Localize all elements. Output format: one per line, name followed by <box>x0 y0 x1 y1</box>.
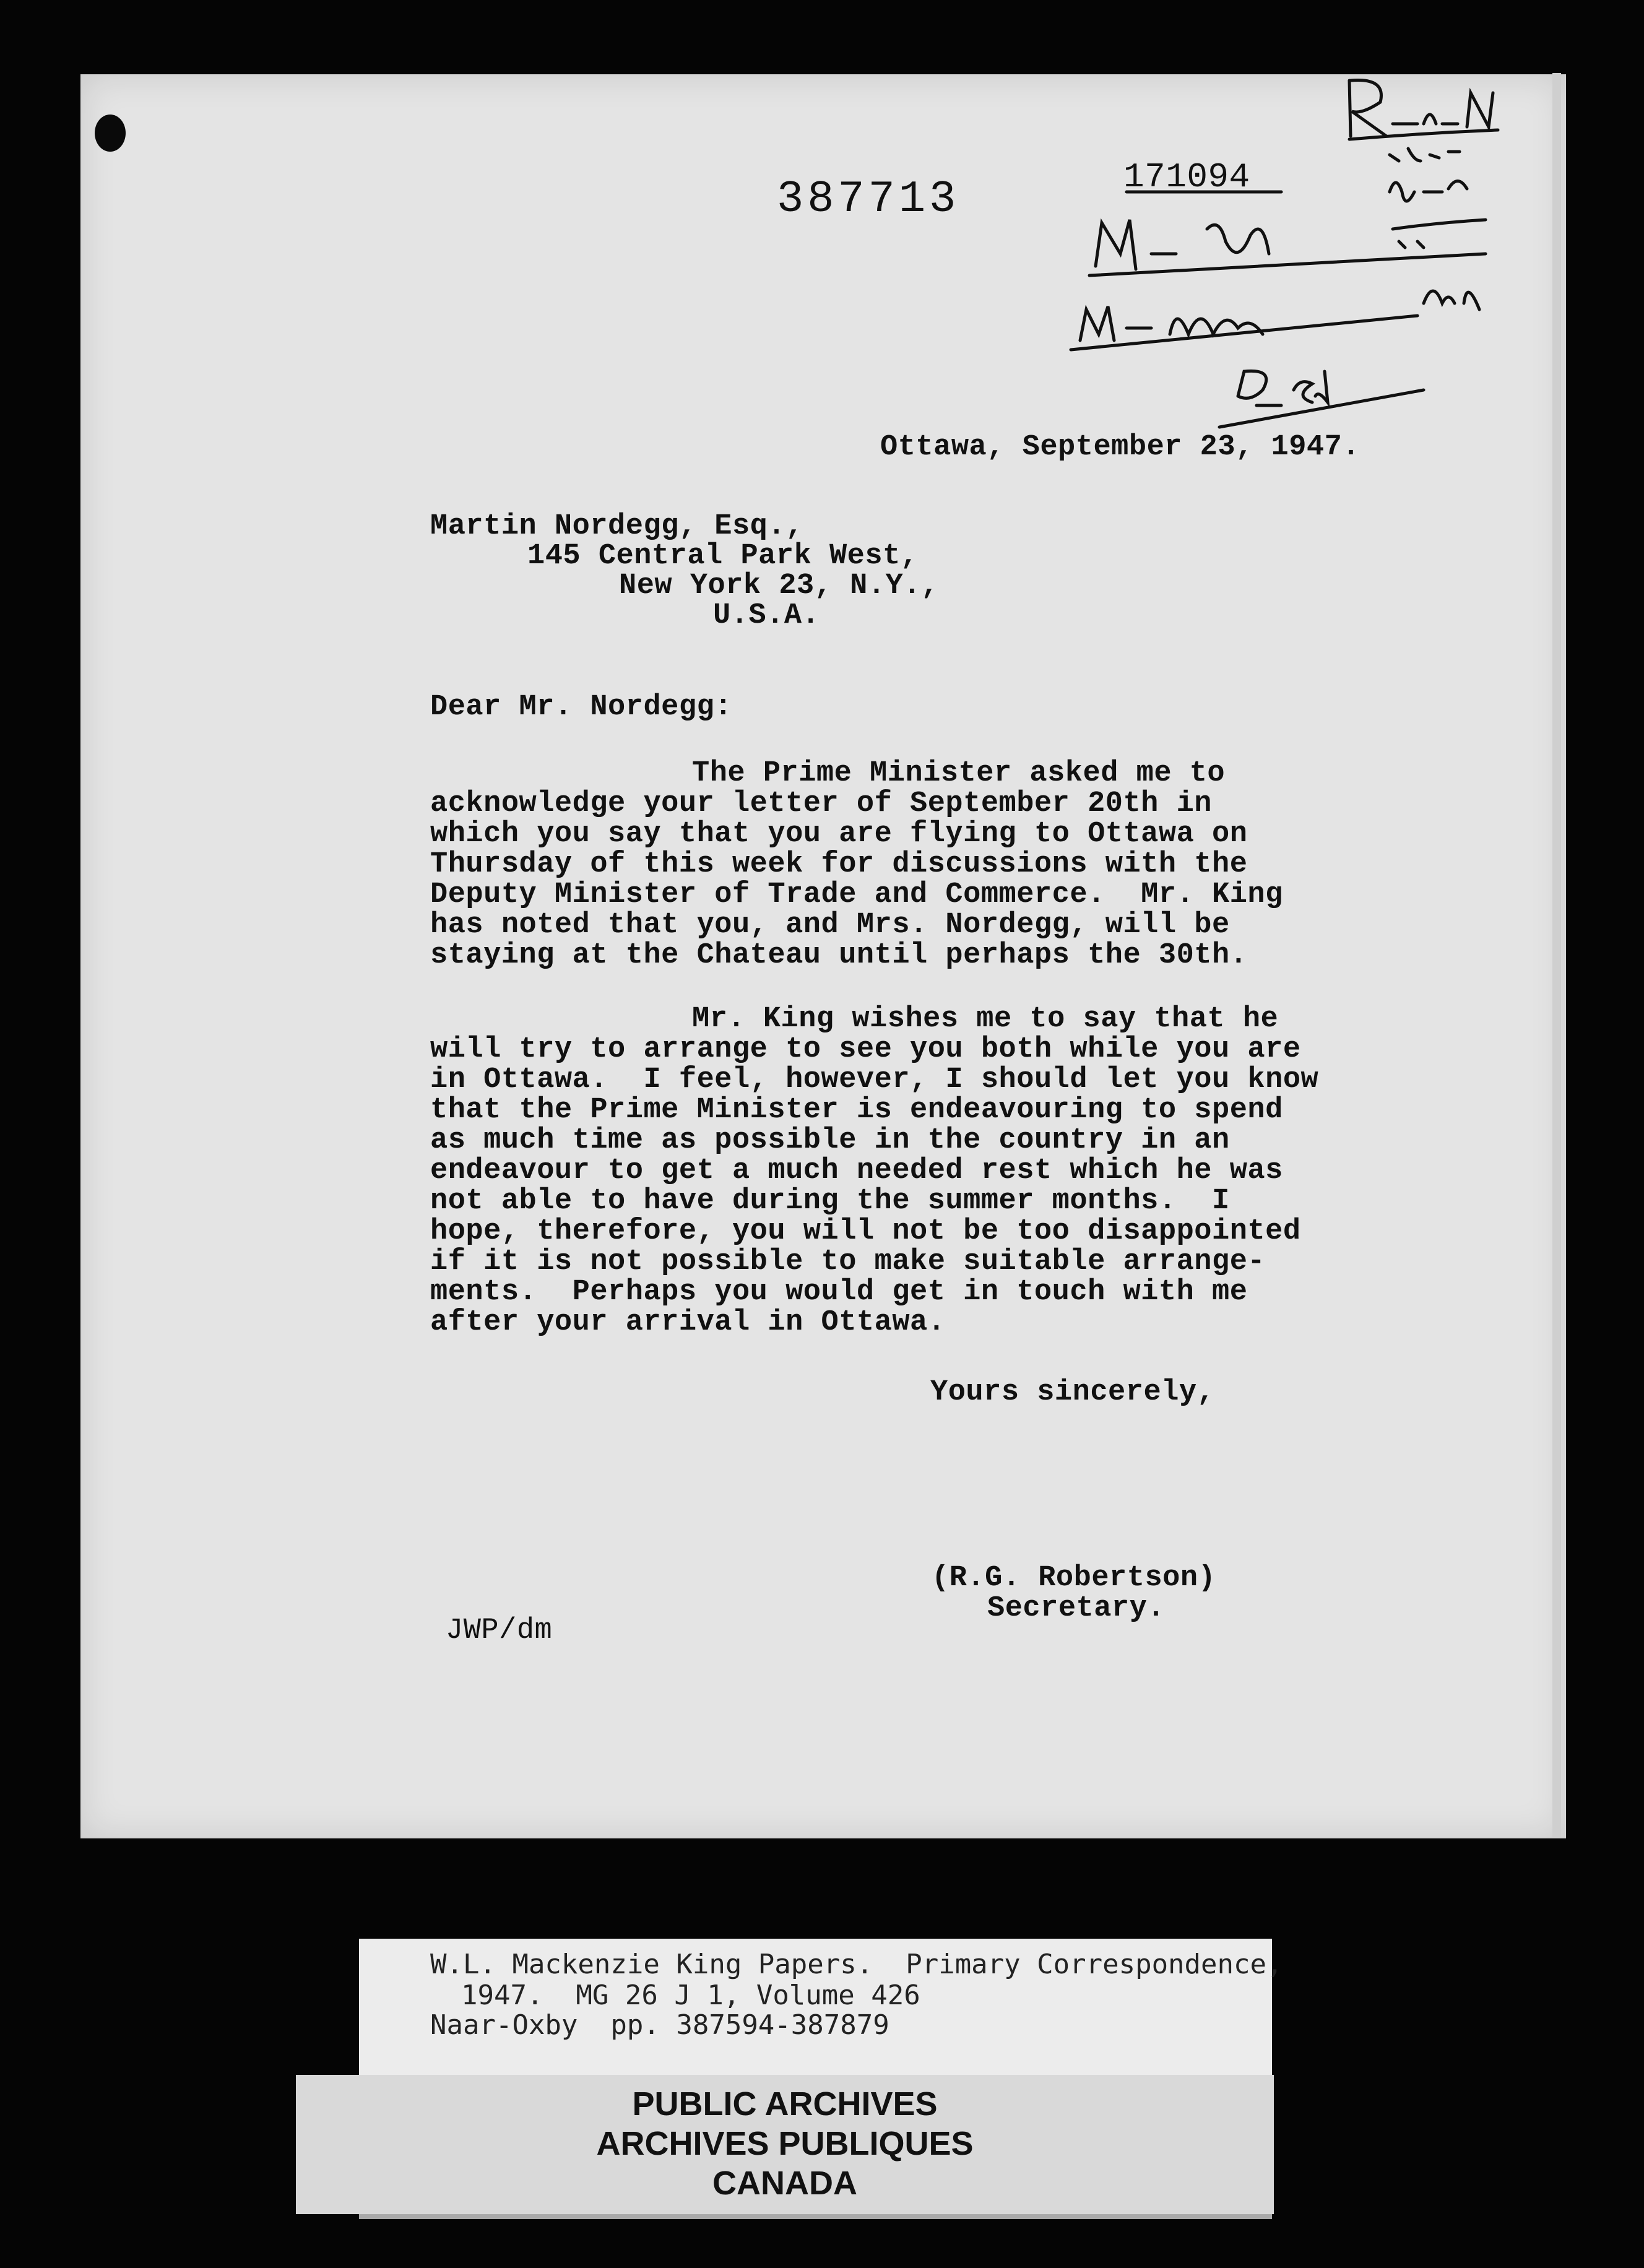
signer-name: (R.G. Robertson) <box>932 1562 1216 1595</box>
archive-label-card <box>359 1939 1283 2078</box>
archives-line-country: CANADA <box>712 2165 857 2202</box>
recipient-street: 145 Central Park West, <box>527 540 919 573</box>
closing: Yours sincerely, <box>930 1376 1215 1409</box>
handwritten-annotations <box>1052 68 1523 439</box>
recipient-country: U.S.A. <box>713 599 820 632</box>
page-edge <box>1552 73 1561 1837</box>
letter-date: Ottawa, September 23, 1947. <box>880 431 1361 464</box>
salutation: Dear Mr. Nordegg: <box>430 691 732 724</box>
archives-stamp <box>296 2075 1274 2214</box>
paragraph-line: Deputy Minister of Trade and Commerce. Mr. King <box>430 878 1283 911</box>
paragraph-line: The Prime Minister asked me to <box>692 757 1226 790</box>
archives-line-fr: ARCHIVES PUBLIQUES <box>596 2125 974 2162</box>
paragraph-line: after your arrival in Ottawa. <box>430 1306 946 1339</box>
punch-hole <box>95 115 126 152</box>
paragraph-line: not able to have during the summer months. I <box>430 1185 1230 1218</box>
paragraph-line: staying at the Chateau until perhaps the 30th. <box>430 939 1248 972</box>
paragraph-line: hope, therefore, you will not be too disappointed <box>430 1215 1301 1248</box>
label-line: Naar-Oxby pp. 387594-387879 <box>430 2009 889 2041</box>
file-number: 387713 <box>777 174 960 225</box>
paragraph-line: in Ottawa. I feel, however, I should let you know <box>430 1063 1319 1096</box>
label-line: 1947. MG 26 J 1, Volume 426 <box>461 1980 920 2011</box>
recipient-name: Martin Nordegg, Esq., <box>430 510 803 543</box>
stamp-edge <box>359 2214 1272 2219</box>
paragraph-line: Thursday of this week for discussions with the <box>430 848 1248 881</box>
archives-line-en: PUBLIC ARCHIVES <box>632 2085 938 2123</box>
paragraph-line: if it is not possible to make suitable arrange- <box>430 1245 1266 1278</box>
paragraph-line: Mr. King wishes me to say that he <box>692 1003 1279 1036</box>
paragraph-line: that the Prime Minister is endeavouring to spend <box>430 1094 1283 1127</box>
struck-number: 171094 <box>1123 157 1250 197</box>
recipient-city: New York 23, N.Y., <box>619 569 939 602</box>
reference-initials: JWP/dm <box>446 1614 553 1647</box>
paragraph-line: ments. Perhaps you would get in touch with me <box>430 1276 1248 1309</box>
paragraph-line: as much time as possible in the country in an <box>430 1124 1230 1157</box>
paragraph-line: has noted that you, and Mrs. Nordegg, will be <box>430 909 1230 941</box>
label-line: W.L. Mackenzie King Papers. Primary Correspondence, <box>430 1949 1283 1980</box>
paragraph-line: acknowledge your letter of September 20th in <box>430 787 1213 820</box>
signer-title: Secretary. <box>987 1592 1166 1625</box>
paragraph-line: which you say that you are flying to Ottawa on <box>430 818 1248 850</box>
paragraph-line: will try to arrange to see you both while you are <box>430 1033 1301 1066</box>
paragraph-line: endeavour to get a much needed rest which he was <box>430 1154 1283 1187</box>
